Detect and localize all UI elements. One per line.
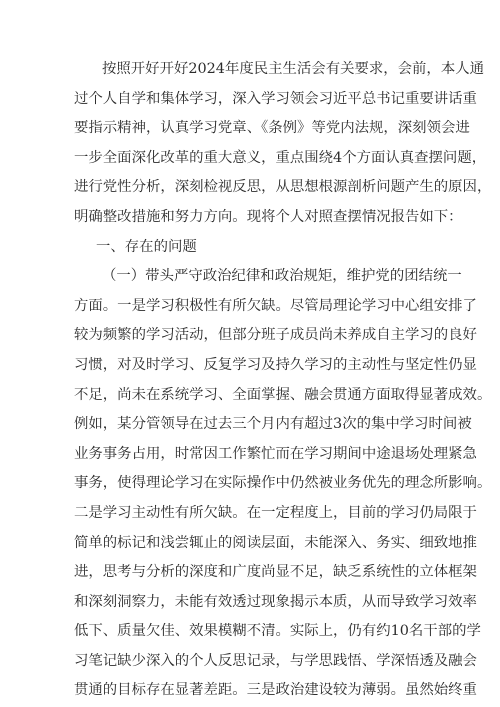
body-line: 和深刻洞察力，未能有效透过现象揭示本质，从而导致学习效率 [74, 593, 477, 610]
body-paragraph [74, 262, 492, 706]
body-line: 习惯，对及时学习、反复学习及持久学习的主动性与坚定性仍显 [74, 356, 477, 373]
body-line: 习笔记缺少深入的个人反思记录，与学思践悟、学深悟透及融会 [74, 652, 477, 669]
section-heading-text: 一、存在的问题 [96, 238, 197, 255]
body-line: 简单的标记和浅尝辄止的阅读层面，未能深入、务实、细致地推 [74, 534, 477, 551]
intro-line: 要指示精神，认真学习党章、《条例》等党内法规，深刻领会进 [74, 120, 470, 137]
body-line: 二是学习主动性有所欠缺。在一定程度上，目前的学习仍局限于 [74, 504, 477, 521]
intro-paragraph [74, 55, 492, 233]
body-line: 业务事务占用，时常因工作繁忙而在学习期间中途退场处理紧急 [74, 445, 477, 462]
body-line: 事务，使得理论学习在实际操作中仍然被业务优先的理念所影响。 [74, 475, 492, 492]
body-line: 进，思考与分析的深度和广度尚显不足，缺乏系统性的立体框架 [74, 564, 477, 581]
body-line: （一）带头严守政治纪律和政治规矩，维护党的团结统一 [102, 268, 462, 285]
body-line: 不足，尚未在系统学习、全面掌握、融会贯通方面取得显著成效。 [74, 386, 492, 403]
intro-line: 一步全面深化改革的重大意义，重点围绕4个方面认真查摆问题， [74, 149, 487, 166]
body-line: 例如，某分管领导在过去三个月内有超过3次的集中学习时间被 [74, 416, 472, 433]
intro-line: 过个人自学和集体学习，深入学习领会习近平总书记重要讲话重 [74, 90, 477, 107]
section-heading [74, 233, 448, 263]
intro-line: 明确整改措施和努力方向。现将个人对照查摆情况报告如下： [74, 208, 463, 225]
body-line: 较为频繁的学习活动，但部分班子成员尚未养成自主学习的良好 [74, 327, 477, 344]
body-line: 低下、质量欠佳、效果模糊不清。实际上，仍有约10名干部的学 [74, 623, 481, 640]
body-line: 贯通的目标存在显著差距。三是政治建设较为薄弱。虽然始终重 [74, 682, 477, 699]
intro-line: 按照开好开好2024年度民主生活会有关要求，会前，本人通 [102, 61, 484, 77]
intro-line: 进行党性分析，深刻检视反思，从思想根源剖析问题产生的原因， [74, 179, 492, 196]
body-line: 方面。一是学习积极性有所欠缺。尽管局理论学习中心组安排了 [74, 297, 477, 314]
